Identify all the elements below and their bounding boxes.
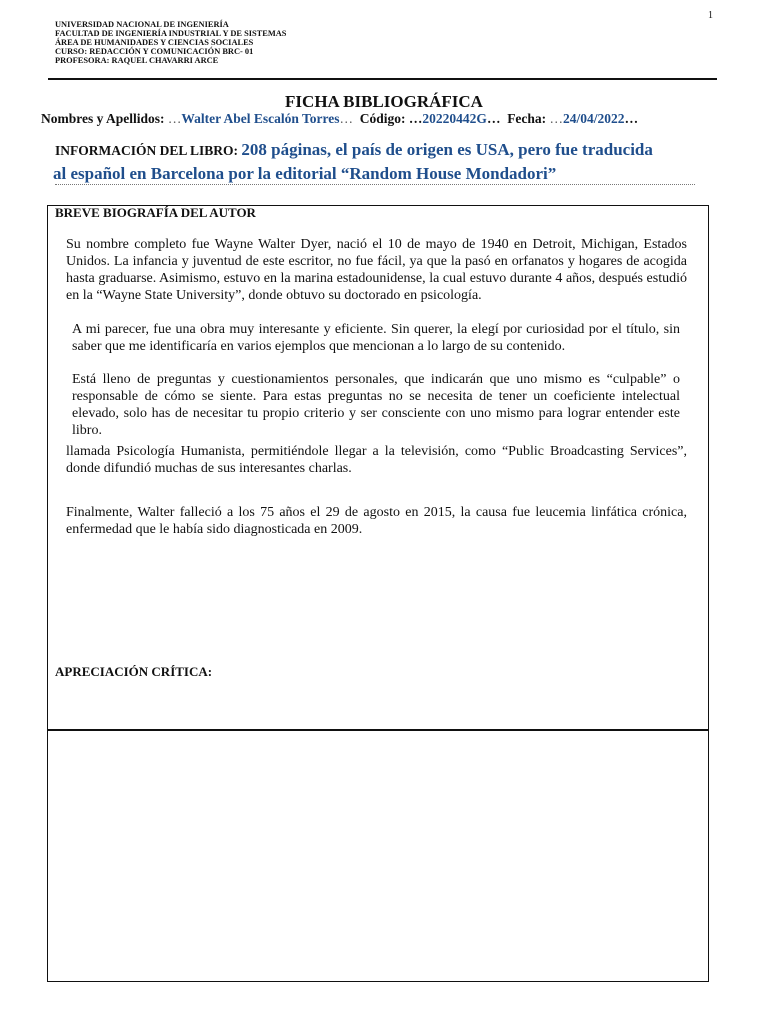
page-number: 1: [708, 10, 713, 21]
header-line-faculty: FACULTAD DE INGENIERÍA INDUSTRIAL Y DE SISTEMAS: [55, 29, 287, 38]
header-line-course: CURSO: REDACCIÓN Y COMUNICACIÓN BRC- 01: [55, 47, 254, 56]
header-line-area: ÁREA DE HUMANIDADES Y CIENCIAS SOCIALES: [55, 38, 254, 47]
overlay-paragraph-1: A mi parecer, fue una obra muy interesante y eficiente. Sin querer, la elegí por curiosidad por el título, sin saber que me identificaría en varios ejemplos que mencionan a lo largo de su contenido.: [72, 322, 680, 354]
code-value: 20220442G: [422, 111, 487, 126]
biography-paragraph-3: Finalmente, Walter falleció a los 75 años el 29 de agosto en 2015, la causa fue leucemia linfática crónica, enfermedad que le había sido diagnosticada en 2009.: [66, 505, 687, 537]
overlay-paragraph-2: Está lleno de preguntas y cuestionamientos personales, que indicarán que uno mismo es “culpable” o responsable de cómo se siente. Para estas preguntas no se necesita de tener un coeficiente intelectual elevado, solo has de necesitar tu propio criterio y ser consciente con uno mismo para lograr entender este libro.: [72, 372, 680, 438]
book-info: [53, 140, 705, 183]
biography-paragraph-2: llamada Psicología Humanista, permitiéndole llegar a la televisión, como “Public Broadcasting Services”, donde difundió muchas de sus interesantes charlas.: [66, 444, 687, 476]
book-info-label: INFORMACIÓN DEL LIBRO:: [55, 143, 239, 158]
header-line-university: UNIVERSIDAD NACIONAL DE INGENIERÍA: [55, 20, 229, 29]
name-label: Nombres y Apellidos:: [41, 111, 165, 126]
header-divider: [48, 78, 717, 80]
date-value: 24/04/2022: [563, 111, 625, 126]
book-info-dotted-rule: [55, 184, 695, 185]
date-label: Fecha:: [507, 111, 547, 126]
student-info-line: Nombres y Apellidos: …Walter Abel Escalón Torres… Código: …20220442G… Fecha: …24/04/2022…: [41, 111, 639, 126]
biography-paragraph-2-visible: [66, 444, 687, 488]
biography-paragraph-1: Su nombre completo fue Wayne Walter Dyer, nació el 10 de mayo de 1940 en Detroit, Michigan, Estados Unidos. La infancia y juventud de este escritor, no fue fácil, ya que la pasó en orfanatos y hogares de acogida hasta graduarse. Asimismo, estuvo en la marina estadounidense, la cual estuvo durante 4 años, después estudió en la “Wayne State University”, donde obtuvo su doctorado en psicología.: [66, 237, 687, 303]
biography-heading: BREVE BIOGRAFÍA DEL AUTOR: [55, 205, 256, 220]
overlapping-text-box: [72, 321, 680, 439]
book-info-line2: al español en Barcelona por la editorial “Random House Mondadori”: [53, 164, 557, 183]
document-title: FICHA BIBLIOGRÁFICA: [285, 92, 483, 111]
book-info-line1: 208 páginas, el país de origen es USA, pero fue traducida: [241, 140, 653, 159]
institution-header: [55, 20, 286, 65]
critique-heading: APRECIACIÓN CRÍTICA:: [55, 664, 213, 679]
name-value: Walter Abel Escalón Torres: [181, 111, 340, 126]
critique-box: [47, 730, 709, 982]
code-label: Código:: [359, 111, 406, 126]
header-line-professor: PROFESORA: RAQUEL CHAVARRI ARCE: [55, 56, 219, 65]
